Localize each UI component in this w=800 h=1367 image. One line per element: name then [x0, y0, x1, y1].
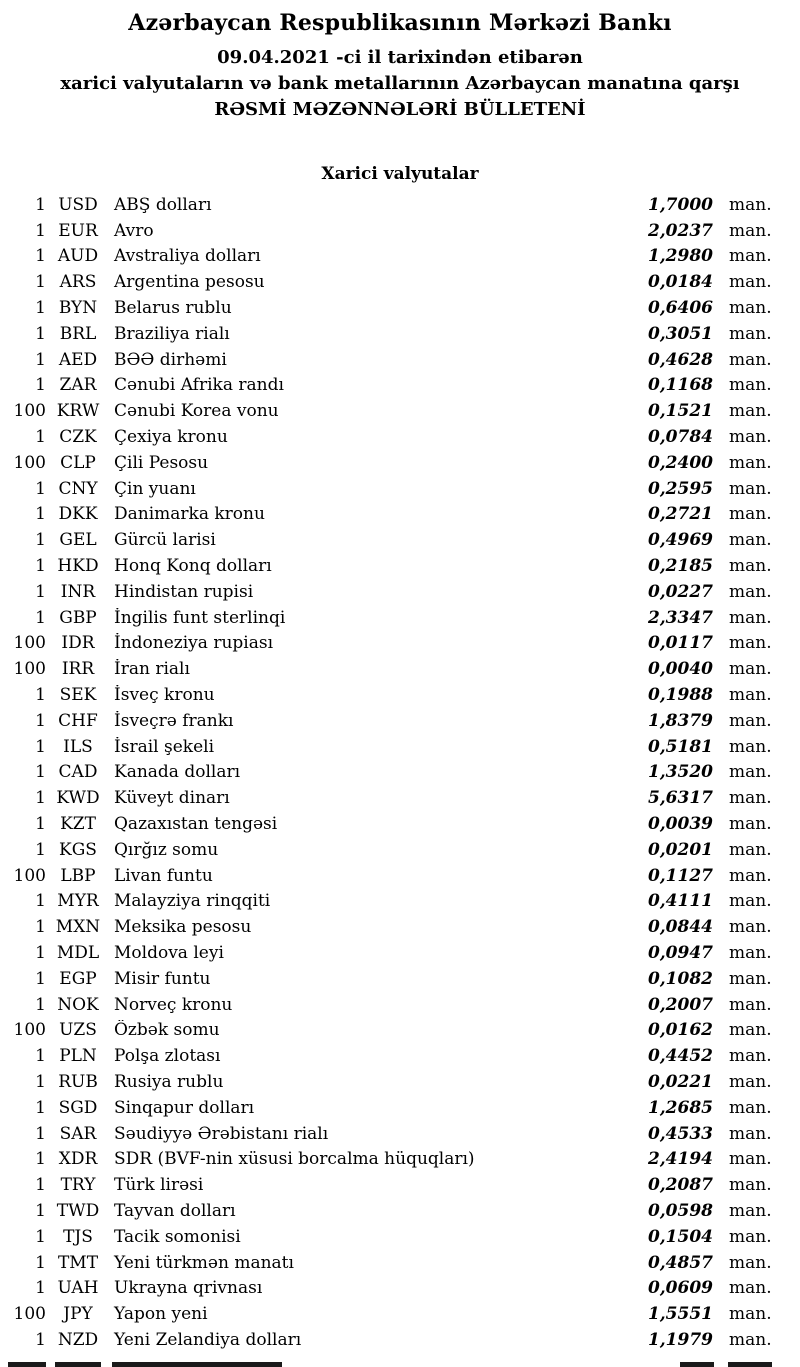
row-rate-value: 1,1979	[647, 1329, 713, 1350]
row-unit-label: man.	[729, 1226, 772, 1247]
row-currency-name: Moldova leyi	[114, 943, 224, 963]
row-rate-value: 0,2087	[647, 1175, 713, 1196]
row-quantity: 1	[35, 1046, 46, 1067]
row-quantity: 1	[35, 1149, 46, 1170]
row-unit-label: man.	[729, 556, 772, 577]
row-rate-value: 0,0947	[647, 943, 713, 963]
row-currency-code: IDR	[61, 633, 95, 654]
row-currency-name: Qazaxıstan tengəsi	[114, 814, 278, 835]
table-row	[0, 192, 800, 218]
table-row	[0, 992, 800, 1018]
table-row	[0, 760, 800, 786]
row-quantity: 1	[35, 375, 46, 396]
row-currency-code: USD	[58, 194, 98, 215]
row-rate-value: 1,8379	[647, 710, 713, 731]
row-currency-name: Hindistan rupisi	[114, 581, 254, 602]
row-currency-name: Cənubi Korea vonu	[114, 401, 279, 422]
table-row	[0, 321, 800, 347]
row-unit-label: man.	[729, 220, 772, 241]
row-unit-label: man.	[729, 1020, 772, 1041]
row-currency-name: SDR (BVF-nin xüsusi borcalma hüquqları)	[114, 1149, 475, 1170]
row-rate-value: 0,0609	[647, 1278, 713, 1299]
row-quantity: 1	[35, 736, 46, 757]
row-quantity: 1	[35, 1226, 46, 1247]
row-currency-name: Belarus rublu	[114, 298, 232, 319]
row-quantity: 1	[35, 814, 46, 835]
row-unit-label: man.	[729, 633, 772, 654]
row-rate-value: 0,5181	[647, 736, 713, 757]
row-rate-value: 0,0039	[647, 814, 713, 835]
row-rate-value: 2,3347	[647, 607, 713, 628]
row-currency-code: NOK	[57, 994, 99, 1015]
row-currency-code: MXN	[55, 917, 101, 938]
row-quantity: 1	[35, 762, 46, 783]
row-currency-name: Qırğız somu	[114, 839, 219, 860]
table-row	[0, 502, 800, 528]
row-currency-code: PLN	[59, 1046, 97, 1067]
row-rate-value: 5,6317	[647, 788, 713, 809]
row-currency-code: TJS	[63, 1226, 93, 1247]
row-currency-code: KGS	[59, 839, 97, 860]
row-rate-value: 1,7000	[647, 194, 713, 215]
row-currency-name: Polşa zlotası	[114, 1046, 221, 1067]
row-currency-code: CZK	[59, 427, 97, 448]
row-currency-name: Avro	[114, 220, 154, 241]
table-row	[0, 1172, 800, 1198]
table-row	[0, 631, 800, 657]
row-unit-label: man.	[729, 323, 772, 344]
table-row	[0, 527, 800, 553]
row-quantity: 1	[35, 917, 46, 938]
row-quantity: 100	[13, 633, 46, 654]
row-unit-label: man.	[729, 917, 772, 938]
row-quantity: 1	[35, 1123, 46, 1144]
row-currency-name: Livan funtu	[114, 865, 213, 886]
row-currency-code: TMT	[57, 1252, 99, 1273]
row-currency-code: TWD	[56, 1200, 100, 1221]
row-quantity: 1	[35, 298, 46, 319]
row-currency-code: EUR	[58, 220, 98, 241]
row-currency-code: UZS	[59, 1020, 97, 1041]
row-currency-code: ARS	[59, 272, 97, 293]
row-quantity: 100	[13, 401, 46, 422]
row-currency-name: Çili Pesosu	[114, 452, 209, 473]
row-currency-name: İsveçrə frankı	[114, 710, 234, 731]
row-quantity: 1	[35, 530, 46, 551]
row-currency-code: MYR	[57, 891, 99, 912]
row-rate-value: 0,0201	[647, 839, 713, 860]
row-currency-name: Tacik somonisi	[114, 1226, 241, 1247]
table-row	[0, 424, 800, 450]
table-row	[0, 450, 800, 476]
row-quantity: 100	[13, 659, 46, 680]
table-row	[0, 708, 800, 734]
row-currency-name: İngilis funt sterlinqi	[114, 607, 286, 628]
row-quantity: 100	[13, 452, 46, 473]
row-unit-label: man.	[729, 478, 772, 499]
row-currency-name: Malayziya rinqqiti	[114, 891, 271, 912]
row-currency-code: TRY	[60, 1175, 96, 1196]
row-rate-value: 0,1521	[647, 401, 713, 422]
row-rate-value: 0,0040	[647, 659, 713, 680]
section-title: Xarici valyutalar	[321, 164, 479, 184]
table-row	[0, 1069, 800, 1095]
row-currency-name: Çexiya kronu	[114, 427, 228, 448]
row-rate-value: 0,0598	[647, 1200, 713, 1221]
row-currency-code: KZT	[60, 814, 96, 835]
row-rate-value: 0,0227	[647, 581, 713, 602]
row-currency-name: İndoneziya rupiası	[114, 633, 274, 654]
row-unit-label: man.	[729, 1123, 772, 1144]
row-currency-name: Türk lirəsi	[114, 1175, 204, 1196]
row-currency-name: Çin yuanı	[114, 478, 196, 499]
row-rate-value: 0,1127	[647, 865, 713, 886]
table-row	[0, 1224, 800, 1250]
row-currency-name: Norveç kronu	[114, 994, 233, 1015]
row-currency-code: EGP	[59, 968, 97, 989]
row-currency-code: AED	[58, 349, 98, 370]
row-rate-value: 0,6406	[647, 298, 713, 319]
row-unit-label: man.	[729, 762, 772, 783]
row-quantity: 1	[35, 556, 46, 577]
row-quantity: 1	[35, 1252, 46, 1273]
table-row	[0, 914, 800, 940]
row-rate-value: 1,2980	[647, 246, 713, 267]
row-rate-value: 0,1168	[647, 375, 713, 396]
row-unit-label: man.	[729, 375, 772, 396]
row-currency-name: Honq Konq dolları	[114, 556, 272, 577]
table-row	[0, 1121, 800, 1147]
row-currency-name: BƏƏ dirhəmi	[114, 349, 227, 370]
row-unit-label: man.	[729, 891, 772, 912]
page-title: Azərbaycan Respublikasının Mərkəzi Bankı	[128, 10, 672, 36]
row-unit-label: man.	[729, 194, 772, 215]
row-rate-value: 0,0221	[647, 1071, 713, 1092]
row-rate-value: 0,4969	[647, 530, 713, 551]
row-currency-code: BYN	[58, 298, 98, 319]
row-quantity: 1	[35, 1097, 46, 1118]
row-rate-value: 1,5551	[647, 1304, 713, 1325]
row-quantity: 1	[35, 194, 46, 215]
table-row	[0, 476, 800, 502]
row-rate-value: 1,2685	[647, 1097, 713, 1118]
row-quantity: 1	[35, 323, 46, 344]
row-quantity: 100	[13, 865, 46, 886]
row-currency-code: DKK	[58, 504, 98, 525]
row-quantity: 1	[35, 839, 46, 860]
table-row	[0, 269, 800, 295]
row-unit-label: man.	[729, 814, 772, 835]
row-rate-value: 0,1082	[647, 968, 713, 989]
table-row	[0, 1301, 800, 1327]
row-currency-code: NZD	[57, 1329, 99, 1350]
row-currency-name: Argentina pesosu	[114, 272, 265, 293]
row-currency-code: MDL	[56, 943, 100, 963]
row-unit-label: man.	[729, 736, 772, 757]
row-unit-label: man.	[729, 943, 772, 963]
row-unit-label: man.	[729, 685, 772, 706]
table-row	[0, 553, 800, 579]
row-currency-name: Yeni türkmən manatı	[114, 1252, 294, 1273]
row-rate-value: 0,1988	[647, 685, 713, 706]
row-unit-label: man.	[729, 1097, 772, 1118]
row-rate-value: 0,2721	[647, 504, 713, 525]
row-currency-code: GEL	[59, 530, 97, 551]
table-row	[0, 579, 800, 605]
row-quantity: 1	[35, 891, 46, 912]
row-quantity: 1	[35, 1200, 46, 1221]
row-quantity: 1	[35, 478, 46, 499]
row-quantity: 1	[35, 1329, 46, 1350]
row-currency-code: ZAR	[59, 375, 97, 396]
table-row	[0, 811, 800, 837]
table-row	[0, 373, 800, 399]
row-currency-code: JPY	[63, 1304, 93, 1325]
row-rate-value: 0,3051	[647, 323, 713, 344]
row-rate-value: 0,4111	[647, 891, 713, 912]
row-currency-name: Meksika pesosu	[114, 917, 252, 938]
row-unit-label: man.	[729, 1252, 772, 1273]
row-rate-value: 2,4194	[647, 1149, 713, 1170]
table-row	[0, 295, 800, 321]
row-rate-value: 2,0237	[647, 220, 713, 241]
row-currency-code: CHF	[58, 710, 98, 731]
table-row	[0, 1095, 800, 1121]
row-unit-label: man.	[729, 1149, 772, 1170]
row-unit-label: man.	[729, 1304, 772, 1325]
row-unit-label: man.	[729, 788, 772, 809]
row-quantity: 1	[35, 246, 46, 267]
row-rate-value: 0,4533	[647, 1123, 713, 1144]
row-rate-value: 0,1504	[647, 1226, 713, 1247]
row-rate-value: 0,0162	[647, 1020, 713, 1041]
table-row	[0, 1275, 800, 1301]
row-unit-label: man.	[729, 839, 772, 860]
row-currency-code: KWD	[56, 788, 100, 809]
row-unit-label: man.	[729, 427, 772, 448]
bulletin-title: RƏSMİ MƏZƏNNƏLƏRİ BÜLLETENİ	[214, 99, 586, 120]
row-currency-code: UAH	[57, 1278, 99, 1299]
table-row	[0, 863, 800, 889]
row-currency-name: Tayvan dolları	[114, 1200, 236, 1221]
row-currency-name: İsveç kronu	[114, 685, 215, 706]
row-currency-code: AUD	[57, 246, 99, 267]
row-quantity: 1	[35, 581, 46, 602]
row-quantity: 1	[35, 685, 46, 706]
row-quantity: 1	[35, 220, 46, 241]
row-quantity: 1	[35, 504, 46, 525]
row-quantity: 1	[35, 349, 46, 370]
row-rate-value: 0,2400	[647, 452, 713, 473]
table-row	[0, 1198, 800, 1224]
row-rate-value: 0,0184	[647, 272, 713, 293]
table-row	[0, 837, 800, 863]
row-currency-name: Danimarka kronu	[114, 504, 265, 525]
row-currency-name: ABŞ dolları	[114, 194, 212, 215]
table-row	[0, 734, 800, 760]
table-row	[0, 966, 800, 992]
row-rate-value: 0,0844	[647, 917, 713, 938]
row-rate-value: 0,4628	[647, 349, 713, 370]
table-row	[0, 1018, 800, 1044]
row-currency-name: Özbək somu	[114, 1020, 220, 1041]
row-currency-name: Braziliya rialı	[114, 323, 230, 344]
row-currency-name: Misir funtu	[114, 968, 211, 989]
row-rate-value: 0,0784	[647, 427, 713, 448]
row-unit-label: man.	[729, 581, 772, 602]
row-quantity: 1	[35, 968, 46, 989]
row-currency-code: BRL	[59, 323, 97, 344]
table-row	[0, 244, 800, 270]
table-row	[0, 889, 800, 915]
row-rate-value: 0,0117	[647, 633, 713, 654]
row-currency-code: CNY	[58, 478, 98, 499]
table-row	[0, 1250, 800, 1276]
row-unit-label: man.	[729, 246, 772, 267]
row-currency-name: Kanada dolları	[114, 762, 241, 783]
row-quantity: 1	[35, 1175, 46, 1196]
row-unit-label: man.	[729, 1046, 772, 1067]
row-rate-value: 0,4452	[647, 1046, 713, 1067]
row-currency-name: Yapon yeni	[114, 1304, 208, 1325]
row-unit-label: man.	[729, 1200, 772, 1221]
row-currency-name: Səudiyyə Ərəbistanı rialı	[114, 1123, 329, 1144]
row-currency-code: SGD	[58, 1097, 98, 1118]
row-unit-label: man.	[729, 530, 772, 551]
row-currency-code: CAD	[58, 762, 98, 783]
effective-date-line: 09.04.2021 -ci il tarixindən etibarən	[217, 47, 583, 68]
currency-table	[0, 192, 800, 1353]
row-quantity: 1	[35, 427, 46, 448]
table-row	[0, 682, 800, 708]
row-currency-code: ILS	[63, 736, 93, 757]
row-currency-name: Yeni Zelandiya dolları	[114, 1329, 302, 1350]
table-row	[0, 940, 800, 966]
row-rate-value: 0,2595	[647, 478, 713, 499]
row-unit-label: man.	[729, 272, 772, 293]
row-currency-code: SAR	[59, 1123, 97, 1144]
row-currency-name: Rusiya rublu	[114, 1071, 224, 1092]
row-currency-code: RUB	[58, 1071, 98, 1092]
table-row	[0, 1327, 800, 1353]
row-currency-name: Gürcü larisi	[114, 530, 216, 551]
row-currency-code: XDR	[58, 1149, 98, 1170]
row-currency-name: Ukrayna qrivnası	[114, 1278, 263, 1299]
row-quantity: 1	[35, 788, 46, 809]
table-row	[0, 1146, 800, 1172]
clipped-next-row	[0, 1362, 800, 1367]
row-quantity: 1	[35, 994, 46, 1015]
row-currency-code: CLP	[60, 452, 96, 473]
row-currency-name: Sinqapur dolları	[114, 1097, 255, 1118]
row-quantity: 1	[35, 943, 46, 963]
row-rate-value: 0,4857	[647, 1252, 713, 1273]
row-unit-label: man.	[729, 401, 772, 422]
row-unit-label: man.	[729, 865, 772, 886]
row-quantity: 1	[35, 1071, 46, 1092]
row-unit-label: man.	[729, 607, 772, 628]
table-row	[0, 785, 800, 811]
table-row	[0, 398, 800, 424]
row-currency-code: GBP	[59, 607, 97, 628]
row-currency-code: INR	[60, 581, 96, 602]
row-currency-code: KRW	[56, 401, 100, 422]
row-currency-code: HKD	[57, 556, 99, 577]
row-quantity: 1	[35, 710, 46, 731]
row-quantity: 100	[13, 1304, 46, 1325]
row-unit-label: man.	[729, 1278, 772, 1299]
table-row	[0, 605, 800, 631]
table-row	[0, 347, 800, 373]
table-row	[0, 656, 800, 682]
row-unit-label: man.	[729, 1175, 772, 1196]
row-quantity: 100	[13, 1020, 46, 1041]
row-currency-name: Küveyt dinarı	[114, 788, 230, 809]
row-currency-name: Cənubi Afrika randı	[114, 375, 284, 396]
row-unit-label: man.	[729, 1071, 772, 1092]
row-unit-label: man.	[729, 710, 772, 731]
row-unit-label: man.	[729, 659, 772, 680]
row-quantity: 1	[35, 607, 46, 628]
row-currency-name: Avstraliya dolları	[114, 246, 261, 267]
row-rate-value: 0,2185	[647, 556, 713, 577]
row-currency-name: İran rialı	[114, 659, 190, 680]
row-rate-value: 0,2007	[647, 994, 713, 1015]
row-currency-code: SEK	[59, 685, 97, 706]
row-unit-label: man.	[729, 504, 772, 525]
row-currency-name: İsrail şekeli	[114, 736, 214, 757]
table-row	[0, 1043, 800, 1069]
scope-line: xarici valyutaların və bank metallarının Azərbaycan manatına qarşı	[60, 73, 740, 94]
row-rate-value: 1,3520	[647, 762, 713, 783]
row-unit-label: man.	[729, 452, 772, 473]
row-unit-label: man.	[729, 1329, 772, 1350]
row-unit-label: man.	[729, 349, 772, 370]
row-quantity: 1	[35, 272, 46, 293]
row-currency-code: IRR	[61, 659, 95, 680]
row-unit-label: man.	[729, 994, 772, 1015]
row-quantity: 1	[35, 1278, 46, 1299]
table-row	[0, 218, 800, 244]
row-unit-label: man.	[729, 298, 772, 319]
row-unit-label: man.	[729, 968, 772, 989]
row-currency-code: LBP	[60, 865, 96, 886]
